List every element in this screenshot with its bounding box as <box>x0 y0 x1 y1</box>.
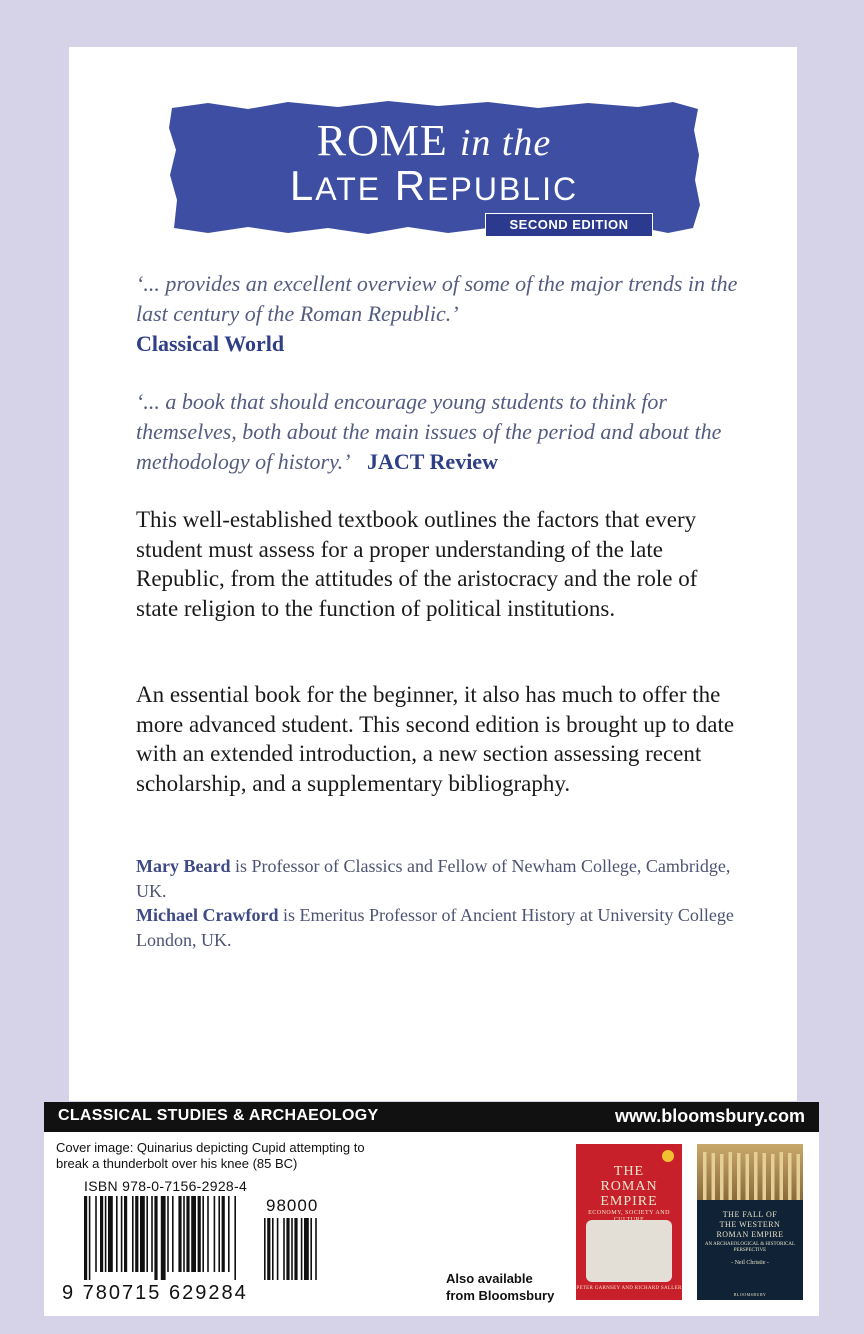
barcode-addon-bar <box>315 1218 317 1280</box>
barcode-addon-bar <box>310 1218 312 1280</box>
category-bar <box>44 1102 819 1132</box>
barcode-addon-bar <box>294 1218 297 1280</box>
barcode-price-code: 98000 <box>266 1196 319 1215</box>
barcode-bar <box>191 1196 196 1272</box>
author-bio-1 <box>136 854 756 903</box>
barcode-bar <box>178 1196 181 1272</box>
colonnade-photo <box>697 1144 803 1200</box>
barcode-bar <box>202 1196 204 1272</box>
author-bio-text: is Emeritus Professor of Ancient History at University College London, UK. <box>136 905 734 950</box>
title-rome: ROME <box>316 116 448 165</box>
cover-image-credit: Cover image: Quinarius depicting Cupid attempting to break a thunderbolt over his knee (85 BC) <box>56 1140 365 1171</box>
column-shape <box>720 1154 724 1200</box>
barcode-bar <box>228 1196 230 1272</box>
book-thumbnail-roman-empire[interactable] <box>576 1144 682 1300</box>
column-shape <box>788 1153 792 1200</box>
barcode-addon-bar <box>286 1218 289 1280</box>
barcode-bar <box>116 1196 118 1272</box>
barcode-bar <box>105 1196 107 1272</box>
author-bio-text: is Professor of Classics and Fellow of Newham College, Cambridge, UK. <box>136 856 731 901</box>
barcode-bar <box>100 1196 103 1272</box>
title-line-2 <box>168 162 700 210</box>
book-2-author: - Neil Christie - <box>731 1260 769 1266</box>
barcode-bar <box>146 1196 148 1272</box>
description-paragraph-2: An essential book for the beginner, it also has much to offer the more advanced student. This second edition is brought up to date with an extended introduction, a new section assessing recent scholarship, and a supplementary bibliography. <box>136 682 735 796</box>
barcode-bar <box>140 1196 145 1272</box>
title-late-rest: ATE <box>315 171 382 207</box>
quote-1-text: ‘... provides an excellent overview of some of the major trends in the last century of the Roman Republic.’ <box>136 271 738 326</box>
barcode-bar <box>135 1196 138 1272</box>
title-late-initial: L <box>289 162 316 209</box>
book-1-title-line-1: THE <box>613 1164 645 1179</box>
barcode-bar <box>172 1196 174 1272</box>
title-republic-initial: R <box>394 162 428 209</box>
author-name: Mary Beard <box>136 856 231 876</box>
barcode-bar <box>151 1196 153 1272</box>
seal-icon <box>662 1150 674 1162</box>
barcode-bar <box>95 1196 97 1272</box>
barcode-addon-bar <box>277 1218 279 1280</box>
column-shape <box>763 1153 767 1200</box>
quote-1-source: Classical World <box>136 331 285 356</box>
website-link[interactable]: www.bloomsbury.com <box>614 1106 805 1126</box>
author-bios <box>136 854 756 952</box>
column-shape <box>712 1153 716 1200</box>
barcode-bar <box>167 1196 169 1272</box>
author-name: Michael Crawford <box>136 905 279 925</box>
book-2-publisher: BLOOMSBURY <box>733 1292 767 1297</box>
barcode-bar <box>234 1196 236 1280</box>
barcode-bar <box>84 1196 87 1280</box>
book-2-subtitle: AN ARCHAEOLOGICAL & HISTORICAL PERSPECTIVE <box>704 1242 796 1253</box>
barcode-bar <box>183 1196 185 1272</box>
book-2-title-line-1: THE FALL OF <box>722 1210 778 1219</box>
column-shape <box>797 1154 801 1200</box>
barcode-bar <box>161 1196 166 1280</box>
column-shape <box>754 1152 758 1200</box>
barcode-bar <box>218 1196 220 1272</box>
barcode-bar <box>154 1196 157 1280</box>
barcode-addon-bar <box>301 1218 303 1280</box>
barcode-addon-bar <box>267 1218 270 1280</box>
also-available-label <box>446 1270 554 1304</box>
barcode-bar <box>198 1196 201 1272</box>
barcode-bar <box>207 1196 209 1272</box>
barcode-addon-bar <box>291 1218 293 1280</box>
book-1-authors: PETER GARNSEY AND RICHARD SALLER <box>576 1286 682 1291</box>
column-shape <box>737 1153 741 1200</box>
sculpture-image <box>586 1220 672 1282</box>
book-thumbnail-fall-of-western-roman-empire[interactable] <box>697 1144 803 1300</box>
also-available-line-1: Also available <box>446 1271 533 1286</box>
title-in-the: in the <box>459 122 552 164</box>
book-1-title <box>576 1164 682 1209</box>
barcode-bar <box>186 1196 189 1272</box>
book-2-title-line-3: ROMAN EMPIRE <box>716 1230 784 1239</box>
book-2-title <box>697 1210 803 1240</box>
back-cover-panel <box>69 47 797 1101</box>
book-1-title-line-3: EMPIRE <box>600 1194 658 1209</box>
barcode-bar <box>108 1196 113 1272</box>
book-1-title-line-2: ROMAN <box>600 1179 658 1194</box>
bottom-panel <box>44 1132 819 1316</box>
column-shape <box>771 1154 775 1200</box>
barcode-addon-bar <box>304 1218 309 1280</box>
barcode-addon-bar <box>272 1218 274 1280</box>
quote-2-text: ‘... a book that should encourage young students to think for themselves, both about the main issues of the period and about the methodology of history.’ <box>136 389 722 474</box>
barcode-bar <box>214 1196 216 1272</box>
isbn-number: ISBN 978-0-7156-2928-4 <box>84 1178 248 1194</box>
column-shape <box>780 1152 784 1200</box>
description-paragraph-1: This well-established textbook outlines the factors that every student must assess for a proper understanding of the late Republic, from the attitudes of the aristocracy and the role of state religion to the function of political institutions. <box>136 507 698 621</box>
quote-1 <box>136 269 756 359</box>
book-2-title-line-2: THE WESTERN <box>719 1220 781 1229</box>
author-bio-2 <box>136 903 756 952</box>
barcode-bar <box>222 1196 225 1272</box>
barcode-addon-bar <box>264 1218 266 1280</box>
barcode-digits: 9 780715 629284 <box>62 1282 248 1304</box>
title-band <box>168 100 700 236</box>
title-line-1 <box>168 115 700 166</box>
colonnade-columns <box>697 1144 803 1200</box>
barcode-bar <box>121 1196 123 1272</box>
quote-2 <box>136 387 756 477</box>
column-shape <box>729 1152 733 1200</box>
barcode-bar <box>89 1196 91 1280</box>
also-available-line-2: from Bloomsbury <box>446 1288 555 1303</box>
quote-2-source: JACT Review <box>366 449 498 474</box>
barcode-bar <box>132 1196 134 1272</box>
book-1-subtitle: ECONOMY, SOCIETY AND <box>588 1210 670 1216</box>
edition-badge: SECOND EDITION <box>485 213 653 237</box>
barcode-addon-bar <box>283 1218 285 1280</box>
column-shape <box>703 1152 707 1200</box>
barcode-bar <box>124 1196 127 1272</box>
title-republic-rest: EPUBLIC <box>427 171 579 207</box>
category-label: CLASSICAL STUDIES & ARCHAEOLOGY <box>58 1107 379 1124</box>
column-shape <box>746 1154 750 1200</box>
